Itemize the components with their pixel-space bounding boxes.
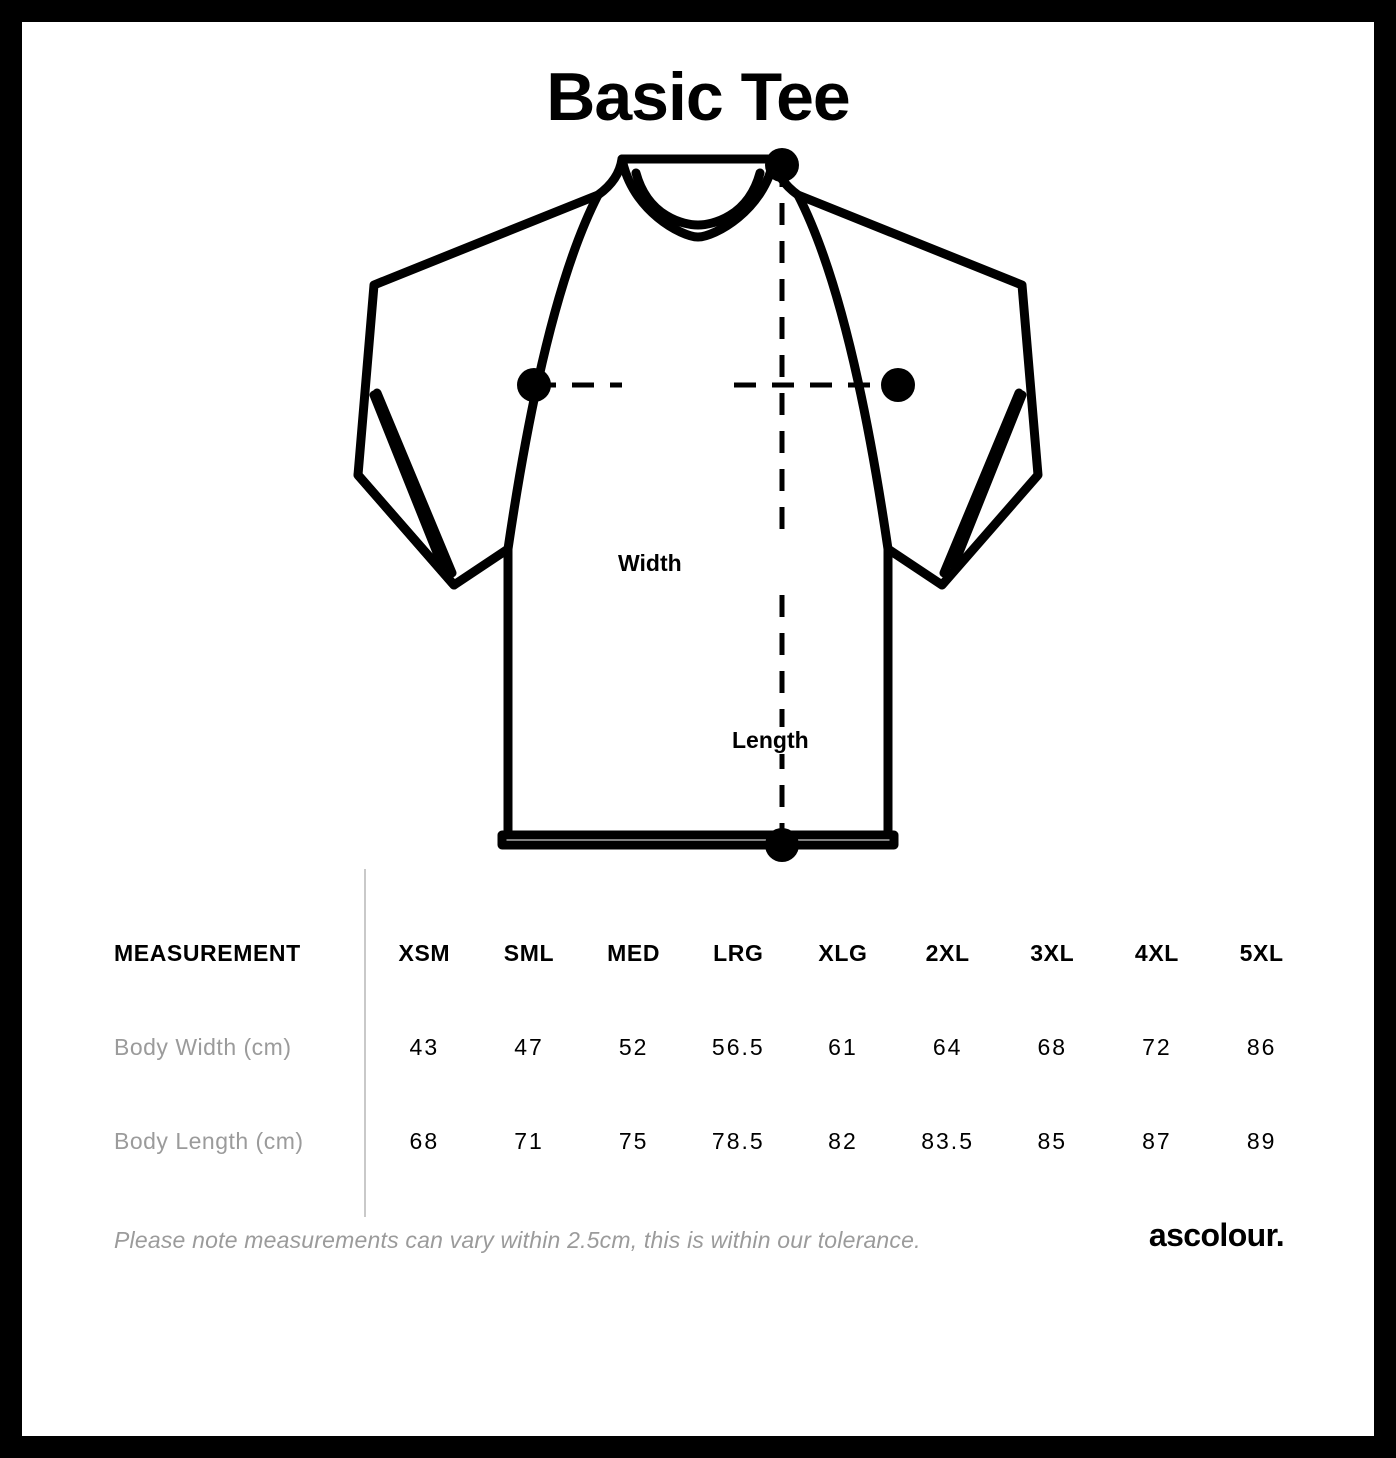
column-header-measurement: MEASUREMENT (114, 940, 301, 967)
column-header-xsm: XSM (398, 940, 451, 967)
cell-body-width-3xl: 68 (1037, 1034, 1068, 1061)
cell-body-width-xlg: 61 (828, 1034, 858, 1061)
cell-body-width-sml: 47 (514, 1034, 544, 1061)
table-row (92, 1001, 1314, 1095)
cell-body-width-xsm: 43 (409, 1034, 440, 1061)
width-label: Width (610, 550, 690, 577)
width-right-point (881, 368, 915, 402)
cell-body-length-5xl: 89 (1246, 1128, 1277, 1155)
cell-body-length-xsm: 68 (409, 1128, 440, 1155)
cell-body-length-med: 75 (618, 1128, 649, 1155)
cell-body-length-4xl: 87 (1142, 1128, 1172, 1155)
column-header-med: MED (607, 940, 661, 967)
cell-body-width-lrg: 56.5 (711, 1034, 765, 1061)
length-label: Length (724, 727, 817, 754)
column-header-lrg: LRG (713, 940, 764, 967)
measurement-table-wrap (22, 907, 1374, 1189)
size-chart-page (22, 22, 1374, 1436)
column-header-5xl: 5XL (1239, 940, 1284, 967)
length-bottom-point (765, 828, 799, 862)
column-header-2xl: 2XL (925, 940, 970, 967)
cell-body-length-2xl: 83.5 (921, 1128, 974, 1155)
column-header-4xl: 4XL (1134, 940, 1179, 967)
table-header-row (92, 907, 1314, 1001)
width-left-point (517, 368, 551, 402)
tshirt-diagram (22, 145, 1374, 905)
column-header-sml: SML (503, 940, 555, 967)
length-top-point (765, 148, 799, 182)
cell-body-length-xlg: 82 (828, 1128, 858, 1155)
tolerance-note: Please note measurements can vary within 2.5cm, this is within our tolerance. (114, 1226, 921, 1253)
cell-body-width-5xl: 86 (1246, 1034, 1277, 1061)
table-row (92, 1095, 1314, 1189)
cell-body-length-sml: 71 (514, 1128, 544, 1155)
row-label-body-length: Body Length (cm) (114, 1128, 304, 1155)
cell-body-width-med: 52 (618, 1034, 649, 1061)
footer (22, 1217, 1374, 1254)
cell-body-length-lrg: 78.5 (711, 1128, 765, 1155)
tshirt-illustration (22, 145, 1374, 905)
brand-logo: ascolour. (1148, 1216, 1284, 1253)
cell-body-width-4xl: 72 (1142, 1034, 1172, 1061)
cell-body-width-2xl: 64 (932, 1034, 963, 1061)
row-label-body-width: Body Width (cm) (114, 1034, 292, 1061)
measurement-table (92, 907, 1314, 1189)
column-header-xlg: XLG (818, 940, 868, 967)
cell-body-length-3xl: 85 (1037, 1128, 1068, 1155)
column-header-3xl: 3XL (1030, 940, 1075, 967)
page-title: Basic Tee (546, 59, 850, 135)
table-divider (364, 869, 366, 1217)
